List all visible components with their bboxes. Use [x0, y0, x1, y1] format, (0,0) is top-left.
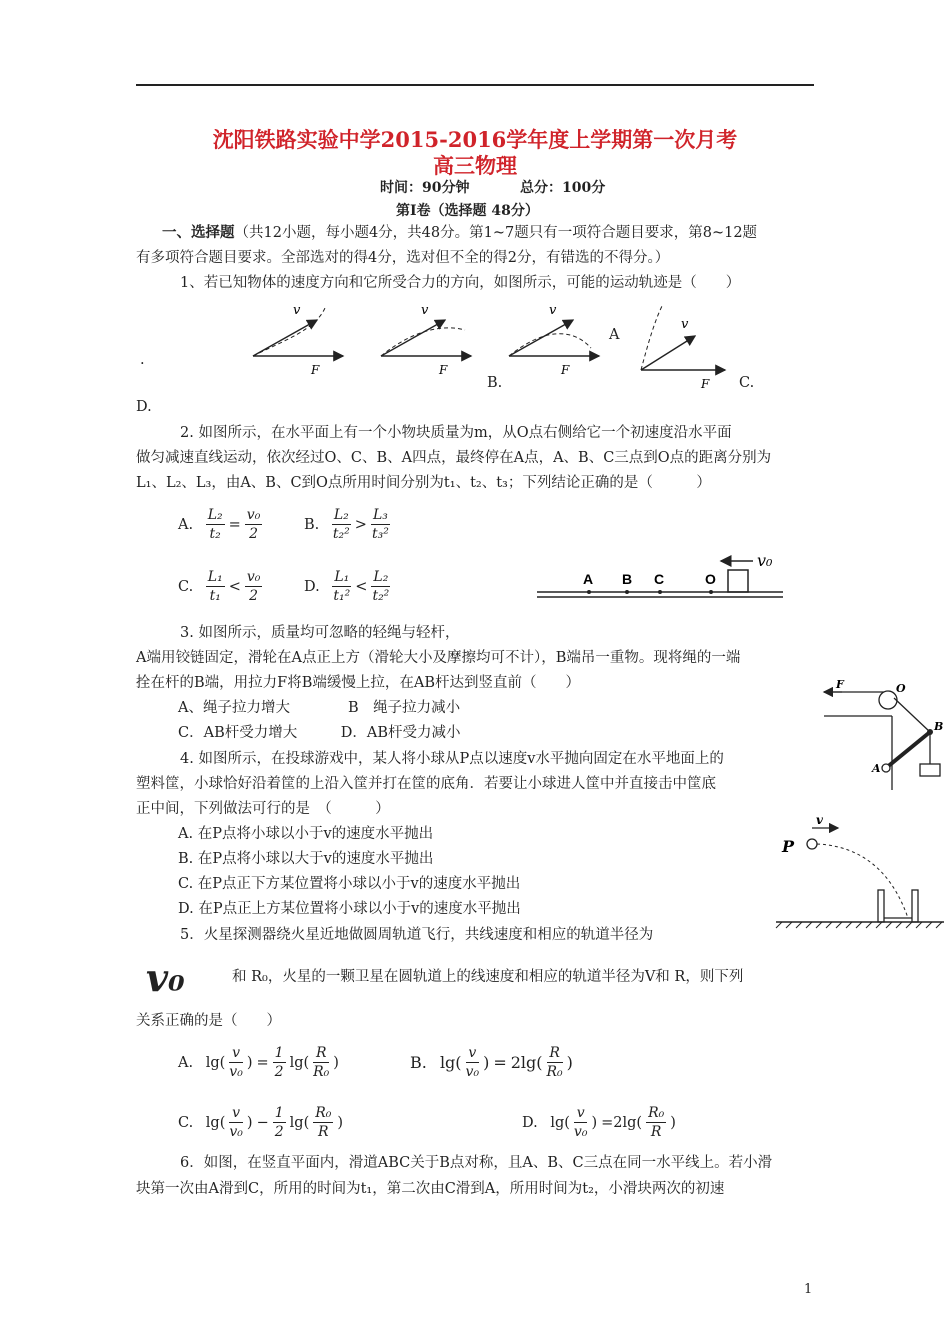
q4-option-b: B. 在P点将小球以大于v的速度水平抛出 — [178, 851, 434, 867]
q5-option-c: C. lg( $\frac{v}{\text{v₀}}$ ) − $\frac{1}{2}$ lg( $\frac{\text{R₀}}{R}$ ) — [178, 1105, 344, 1140]
q3-fig-b: B — [934, 720, 944, 733]
q1-fig2-v: v — [421, 303, 429, 318]
q5-option-a: A. lg( $\frac{v}{\text{v₀}}$ ) = $\frac{1}{2}$ lg( $\frac{R}{\text{R₀}}$ ) — [178, 1045, 339, 1080]
q1-label-d: D. — [136, 399, 152, 415]
q3-fig-a: A — [872, 762, 881, 775]
q4-fig-p: P — [782, 837, 795, 856]
q2-option-d: D. $\frac{\text{L₁}}{\text{t₁²}}$ < $\frac{\text{L₂}}{\text{t₂²}}$ — [304, 569, 390, 604]
q4-line2: 塑料筐，小球恰好沿着筐的上沿入筐并打在筐的底角．若要让小球进人筐中并直接击中筐底 — [136, 776, 716, 792]
q2-option-a: A. $\frac{\text{L₂}}{\text{t₂}}$ = $\frac{\text{v₀}}{2}$ — [178, 507, 261, 542]
q3-fig-o: O — [896, 682, 906, 695]
q2-fig-o: O — [705, 571, 716, 587]
q5-option-d: D. lg( $\frac{v}{\text{v₀}}$ ) =2lg( $\frac{\text{R₀}}{R}$ ) — [522, 1105, 676, 1140]
q2-option-c: C. $\frac{\text{L₁}}{\text{t₁}}$ < $\frac{\text{v₀}}{2}$ — [178, 569, 261, 604]
q4-line1: 4. 如图所示，在投球游戏中，某人将小球从P点以速度v水平抛向固定在水平地面上的 — [180, 751, 724, 767]
q2-line3: L₁、L₂、L₃，由A、B、C到O点所用时间分别为t₁、t₂、t₃；下列结论正确的是（ ） — [136, 475, 711, 491]
q5-option-b: B. lg( $\frac{v}{\text{v₀}}$ ) = 2lg( $\frac{R}{\text{R₀}}$ ) — [410, 1045, 573, 1080]
q1-fig4-v: v — [681, 317, 689, 332]
q2-fig-c: C — [654, 571, 665, 587]
q1-trajectory-figures — [245, 300, 765, 390]
q1-fig-2 — [381, 303, 471, 377]
q2-fig-b: B — [622, 571, 633, 587]
q3-line1: 3. 如图所示，质量均可忽略的轻绳与轻杆， — [180, 625, 460, 641]
q1-fig-1 — [253, 303, 343, 377]
header-rule — [136, 84, 814, 86]
q5-line2: 和 R₀，火星的一颗卫星在圆轨道上的线速度和相应的轨道半径为V和 R，则下列 — [232, 969, 744, 985]
instructions-line2: 有多项符合题目要求。全部选对的得4分，选对但不全的得2分，有错选的不得分。） — [136, 250, 670, 266]
q5-line1: 5．火星探测器绕火星近地做圆周轨道飞行，共线速度和相应的轨道半径为 — [180, 927, 654, 943]
q1-label-b: B. — [487, 375, 503, 391]
section-heading: 第Ⅰ卷（选择题 48分） — [396, 203, 539, 219]
q1-fig3-v: v — [549, 303, 557, 318]
q3-options-cd: C．AB杆受力增大 D．AB杆受力减小 — [178, 725, 461, 741]
q4-line3: 正中间，下列做法可行的是 （ ） — [136, 801, 390, 817]
exam-title: 沈阳铁路实验中学2015-2016学年度上学期第一次月考 — [212, 127, 738, 152]
q5-line3: 关系正确的是（ ） — [136, 1013, 281, 1029]
q4-fig-v: v — [816, 813, 823, 827]
q4-figure — [772, 812, 947, 930]
q2-fig-a: A — [583, 571, 594, 587]
q3-line2: A端用铰链固定，滑轮在A点正上方（滑轮大小及摩擦均可不计），B端吊一重物。现将绳的一端 — [136, 650, 741, 666]
q1-fig1-v: v — [293, 303, 301, 318]
q1-fig3-f: F — [561, 363, 570, 377]
q4-option-d: D. 在P点正上方某位置将小球以小于v的速度水平抛出 — [178, 901, 521, 917]
q1-fig-4 — [641, 304, 725, 390]
q3-fig-f: F — [836, 678, 844, 691]
q6-line1: 6．如图，在竖直平面内，滑道ABC关于B点对称，且A、B、C三点在同一水平线上。若小滑 — [180, 1155, 773, 1171]
q5-big-v0: v₀ — [146, 955, 185, 1000]
page-number: 1 — [804, 1282, 813, 1297]
q1-stem: 1、若已知物体的速度方向和它所受合力的方向，如图所示，可能的运动轨迹是（ ） — [180, 275, 741, 291]
q2-fig-v0: v₀ — [757, 551, 773, 570]
exam-score: 总分：100分 — [520, 180, 606, 196]
q3-figure — [822, 678, 948, 793]
q1-label-a: A — [609, 327, 620, 343]
q1-fig1-f: F — [311, 363, 320, 377]
exam-subject: 高三物理 — [433, 153, 517, 178]
q3-line3: 拴在杆的B端，用拉力F将B端缓慢上拉，在AB杆达到竖直前（ ） — [136, 675, 580, 691]
q1-fig-3 — [509, 303, 599, 377]
q1-fig2-f: F — [439, 363, 448, 377]
q4-option-a: A. 在P点将小球以小于v的速度水平抛出 — [178, 826, 434, 842]
q2-figure — [535, 548, 785, 604]
q1-dot: . — [140, 352, 145, 368]
instructions-line1: 一、选择题（共12小题，每小题4分，共48分。第1~7题只有一项符合题目要求，第8~12题 — [162, 224, 758, 241]
q2-line1: 2. 如图所示，在水平面上有一个小物块质量为m，从O点右侧给它一个初速度沿水平面 — [180, 425, 732, 441]
q3-options-ab: A、绳子拉力增大 B 绳子拉力减小 — [178, 700, 461, 716]
q1-label-c: C. — [739, 375, 755, 391]
q4-option-c: C. 在P点正下方某位置将小球以小于v的速度水平抛出 — [178, 876, 521, 892]
q6-line2: 块第一次由A滑到C，所用的时间为t₁，第二次由C滑到A，所用时间为t₂，小滑块两次的初速 — [136, 1181, 725, 1197]
q2-line2: 做匀减速直线运动，依次经过O、C、B、A四点，最终停在A点，A、B、C三点到O点的距离分别为 — [136, 450, 772, 466]
exam-time: 时间：90分钟 — [380, 180, 470, 196]
q2-option-b: B. $\frac{\text{L₂}}{\text{t₂²}}$ > $\frac{\text{L₃}}{\text{t₃²}}$ — [304, 507, 389, 542]
q1-fig4-f: F — [701, 377, 710, 390]
